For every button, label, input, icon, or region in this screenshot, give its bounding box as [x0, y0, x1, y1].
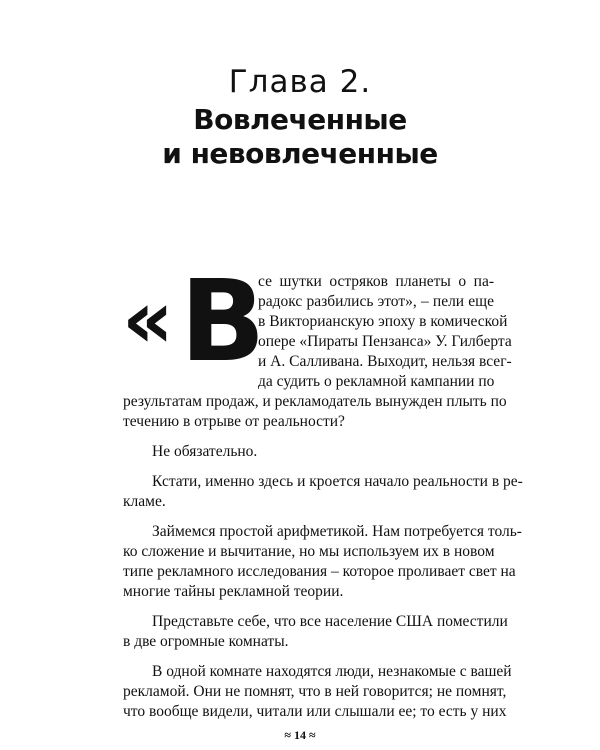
- paragraph-line: типе рекламного исследования – которое проливает свет на: [123, 563, 516, 580]
- drop-cap-quote: «: [122, 273, 174, 366]
- chapter-label: Глава 2.: [228, 64, 372, 100]
- paragraph-line: се шутки остряков планеты о па-: [258, 273, 494, 290]
- paragraph-line: опере «Пираты Пензанса» У. Гилберта: [258, 333, 512, 350]
- paragraph-line: в две огромные комнаты.: [123, 633, 289, 650]
- paragraph-line: в Викторианскую эпоху в комической: [258, 313, 508, 330]
- paragraph-line: ко сложение и вычитание, но мы используем их в новом: [123, 543, 495, 560]
- paragraph-line: кламе.: [123, 493, 166, 510]
- paragraph-line: Кстати, именно здесь и кроется начало реальности в ре-: [152, 473, 523, 490]
- paragraph-line: многие тайны рекламной теории.: [123, 583, 344, 600]
- paragraph-line: рекламой. Они не помнят, что в ней говорится; не помнят,: [123, 683, 507, 700]
- chapter-title-line-2: и невовлеченные: [162, 137, 438, 170]
- paragraph-line: результатам продаж, и рекламодатель вынужден плыть по: [123, 393, 507, 410]
- paragraph-line: течению в отрыве от реальности?: [123, 413, 345, 430]
- paragraph-line: В одной комнате находятся люди, незнакомые с вашей: [152, 663, 512, 680]
- drop-cap-letter: В: [180, 257, 266, 387]
- paragraph-line: да судить о рекламной кампании по: [258, 373, 495, 390]
- paragraph-line: Не обязательно.: [152, 443, 258, 460]
- drop-cap: [122, 257, 266, 387]
- paragraph-line: что вообще видели, читали или слышали ее; то есть у них: [123, 703, 507, 720]
- paragraph-line: Представьте себе, что все население США поместили: [152, 613, 508, 630]
- paragraph-line: и А. Салливана. Выходит, нельзя всег-: [258, 353, 512, 370]
- page-number: ≈ 14 ≈: [284, 728, 316, 742]
- paragraph-line: Займемся простой арифметикой. Нам потребуется толь-: [152, 523, 522, 540]
- chapter-title-line-1: Вовлеченные: [193, 103, 407, 136]
- paragraph-line: радокс разбились этот», – пели еще: [258, 293, 494, 310]
